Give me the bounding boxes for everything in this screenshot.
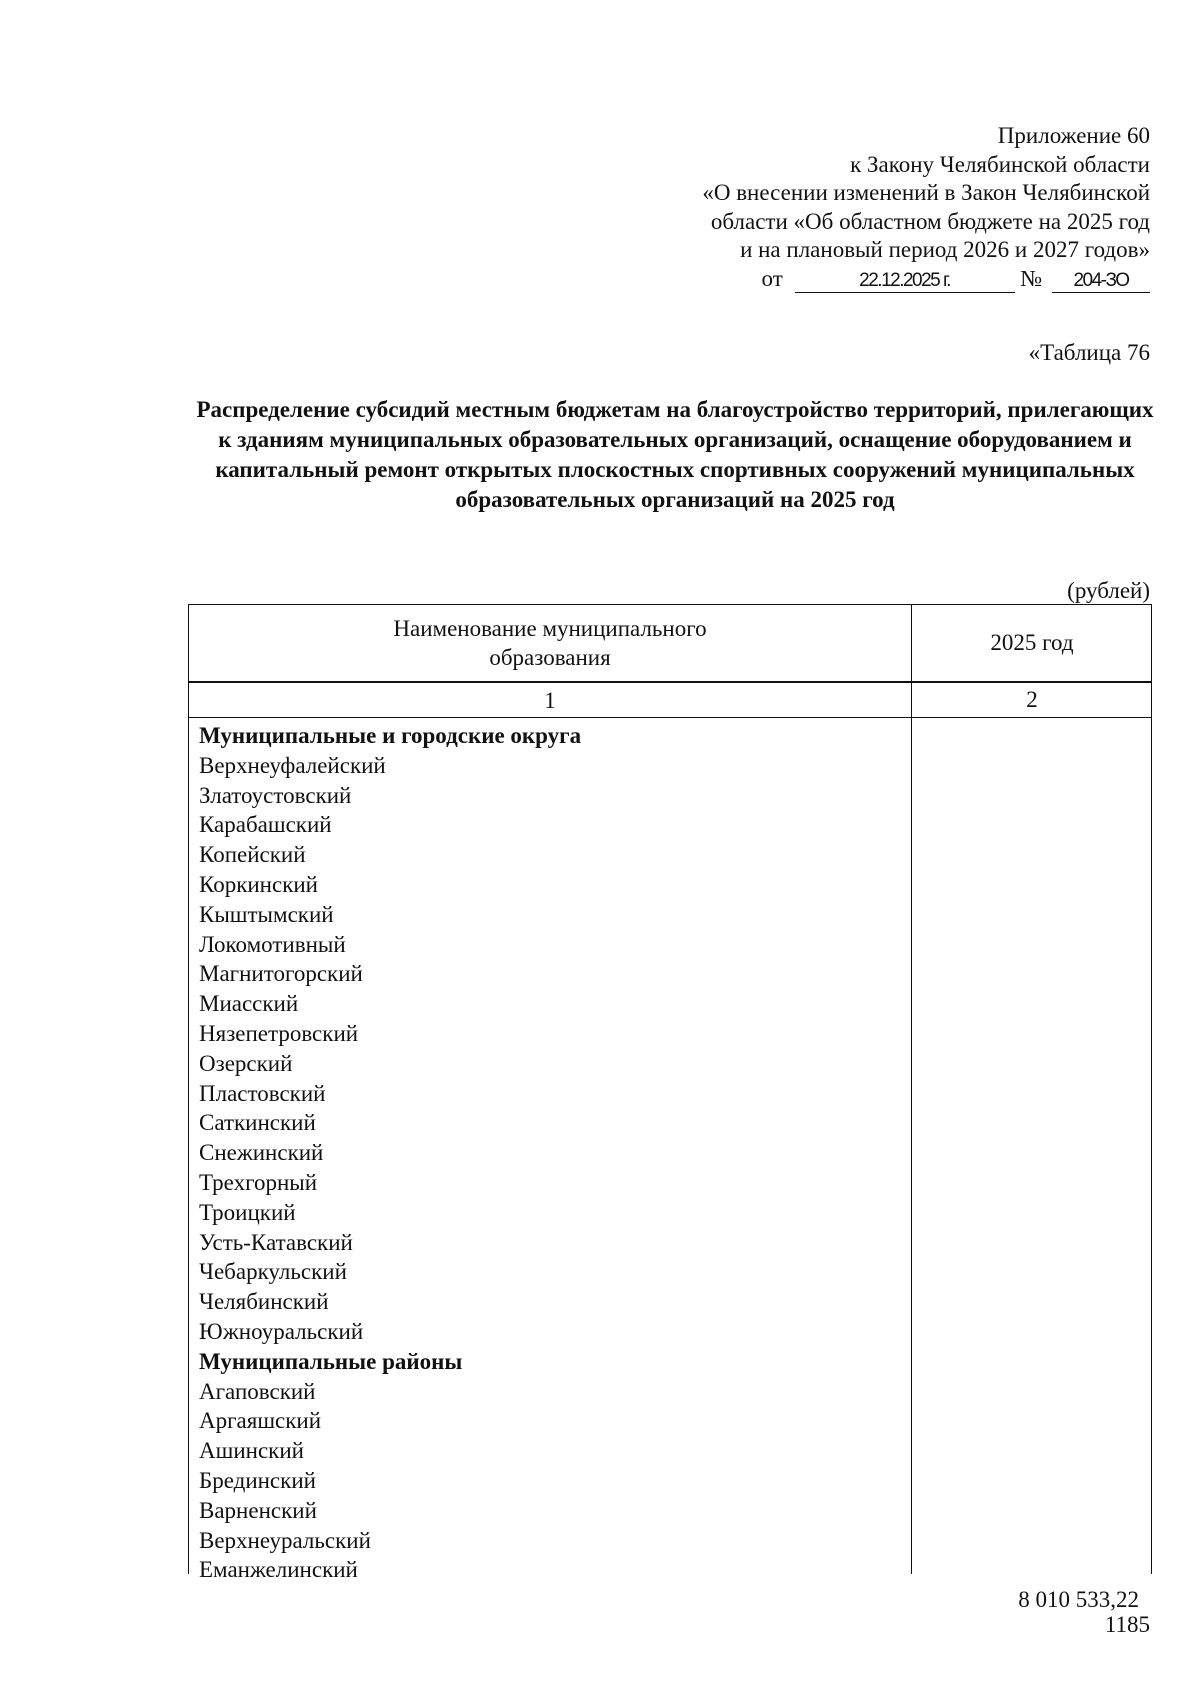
municipality-row: Усть-Катавский bbox=[199, 1229, 353, 1255]
municipality-row: Кыштымский bbox=[199, 901, 334, 927]
decree-number: 204-ЗО bbox=[1052, 268, 1150, 293]
decree-date: 22.12.2025 г. bbox=[795, 268, 1015, 293]
appendix-number: Приложение 60 bbox=[997, 123, 1150, 148]
municipality-row: Озерский bbox=[199, 1050, 293, 1076]
municipality-row: Агаповский bbox=[199, 1378, 316, 1404]
group-heading: Муниципальные и городские округа bbox=[199, 723, 582, 748]
municipality-row: Саткинский bbox=[199, 1110, 316, 1136]
municipality-row: Карабашский bbox=[199, 812, 332, 838]
municipality-row: Троицкий bbox=[199, 1199, 296, 1225]
miass-amount: 8 010 533,22 bbox=[1018, 1587, 1139, 1612]
municipality-row: Верхнеуральский bbox=[199, 1527, 371, 1553]
units-label: (рублей) bbox=[1067, 578, 1150, 603]
column-header-2025: 2025 год bbox=[990, 630, 1074, 655]
municipality-row: Трехгорный bbox=[199, 1169, 318, 1195]
page-number: 1185 bbox=[1104, 1612, 1150, 1637]
municipality-row: Аргаяшский bbox=[199, 1408, 322, 1434]
column-divider bbox=[911, 604, 912, 1574]
municipality-list bbox=[199, 721, 899, 1585]
municipality-row: Магнитогорский bbox=[199, 961, 363, 987]
municipality-row: Златоустовский bbox=[199, 782, 352, 808]
header-line: к Закону Челябинской области bbox=[850, 151, 1150, 177]
group-heading: Муниципальные районы bbox=[199, 1348, 463, 1374]
municipality-row: Южноуральский bbox=[199, 1318, 364, 1344]
header-line: области «Об областном бюджете на 2025 год bbox=[710, 208, 1150, 234]
municipality-row: Еманжелинский bbox=[199, 1557, 358, 1583]
from-label: от bbox=[761, 265, 783, 291]
municipality-row: Варненский bbox=[199, 1497, 317, 1523]
header-line: и на плановый период 2026 и 2027 годов» bbox=[740, 237, 1150, 262]
municipality-row: Челябинский bbox=[199, 1289, 329, 1315]
column-header-municipality: Наименование муниципального образования bbox=[393, 616, 707, 670]
subsidy-table bbox=[188, 604, 1152, 1612]
column-number-row bbox=[189, 682, 1151, 718]
municipality-row: Чебаркульский bbox=[199, 1259, 347, 1285]
column-number-1: 1 bbox=[544, 687, 556, 713]
municipality-row: Миасский bbox=[199, 991, 299, 1017]
number-label: № bbox=[1020, 265, 1043, 291]
table-label: «Таблица 76 bbox=[1028, 340, 1150, 365]
municipality-row: Ашинский bbox=[199, 1438, 304, 1464]
appendix-header bbox=[590, 122, 1150, 293]
municipality-row: Брединский bbox=[199, 1467, 316, 1493]
municipality-row: Локомотивный bbox=[199, 931, 346, 957]
decree-line bbox=[590, 265, 1150, 294]
table-header-row bbox=[189, 604, 1151, 682]
municipality-row: Копейский bbox=[199, 842, 306, 868]
column-number-2: 2 bbox=[1026, 687, 1038, 712]
municipality-row: Верхнеуфалейский bbox=[199, 752, 386, 778]
municipality-row: Коркинский bbox=[199, 871, 318, 897]
municipality-row: Снежинский bbox=[199, 1140, 324, 1166]
document-title: Распределение субсидий местным бюджетам на благоустройство территорий, прилегающих к зданиям муниципальных образовательных организаций, оснащение оборудованием и капитальный ремонт открытых плоскостных спортивных сооружений муниципальных образовательных организаций на 2025 год bbox=[196, 397, 1154, 512]
municipality-row: Нязепетровский bbox=[199, 1020, 359, 1046]
header-line: «О внесении изменений в Закон Челябинской bbox=[702, 180, 1150, 205]
municipality-row: Пластовский bbox=[199, 1080, 326, 1106]
